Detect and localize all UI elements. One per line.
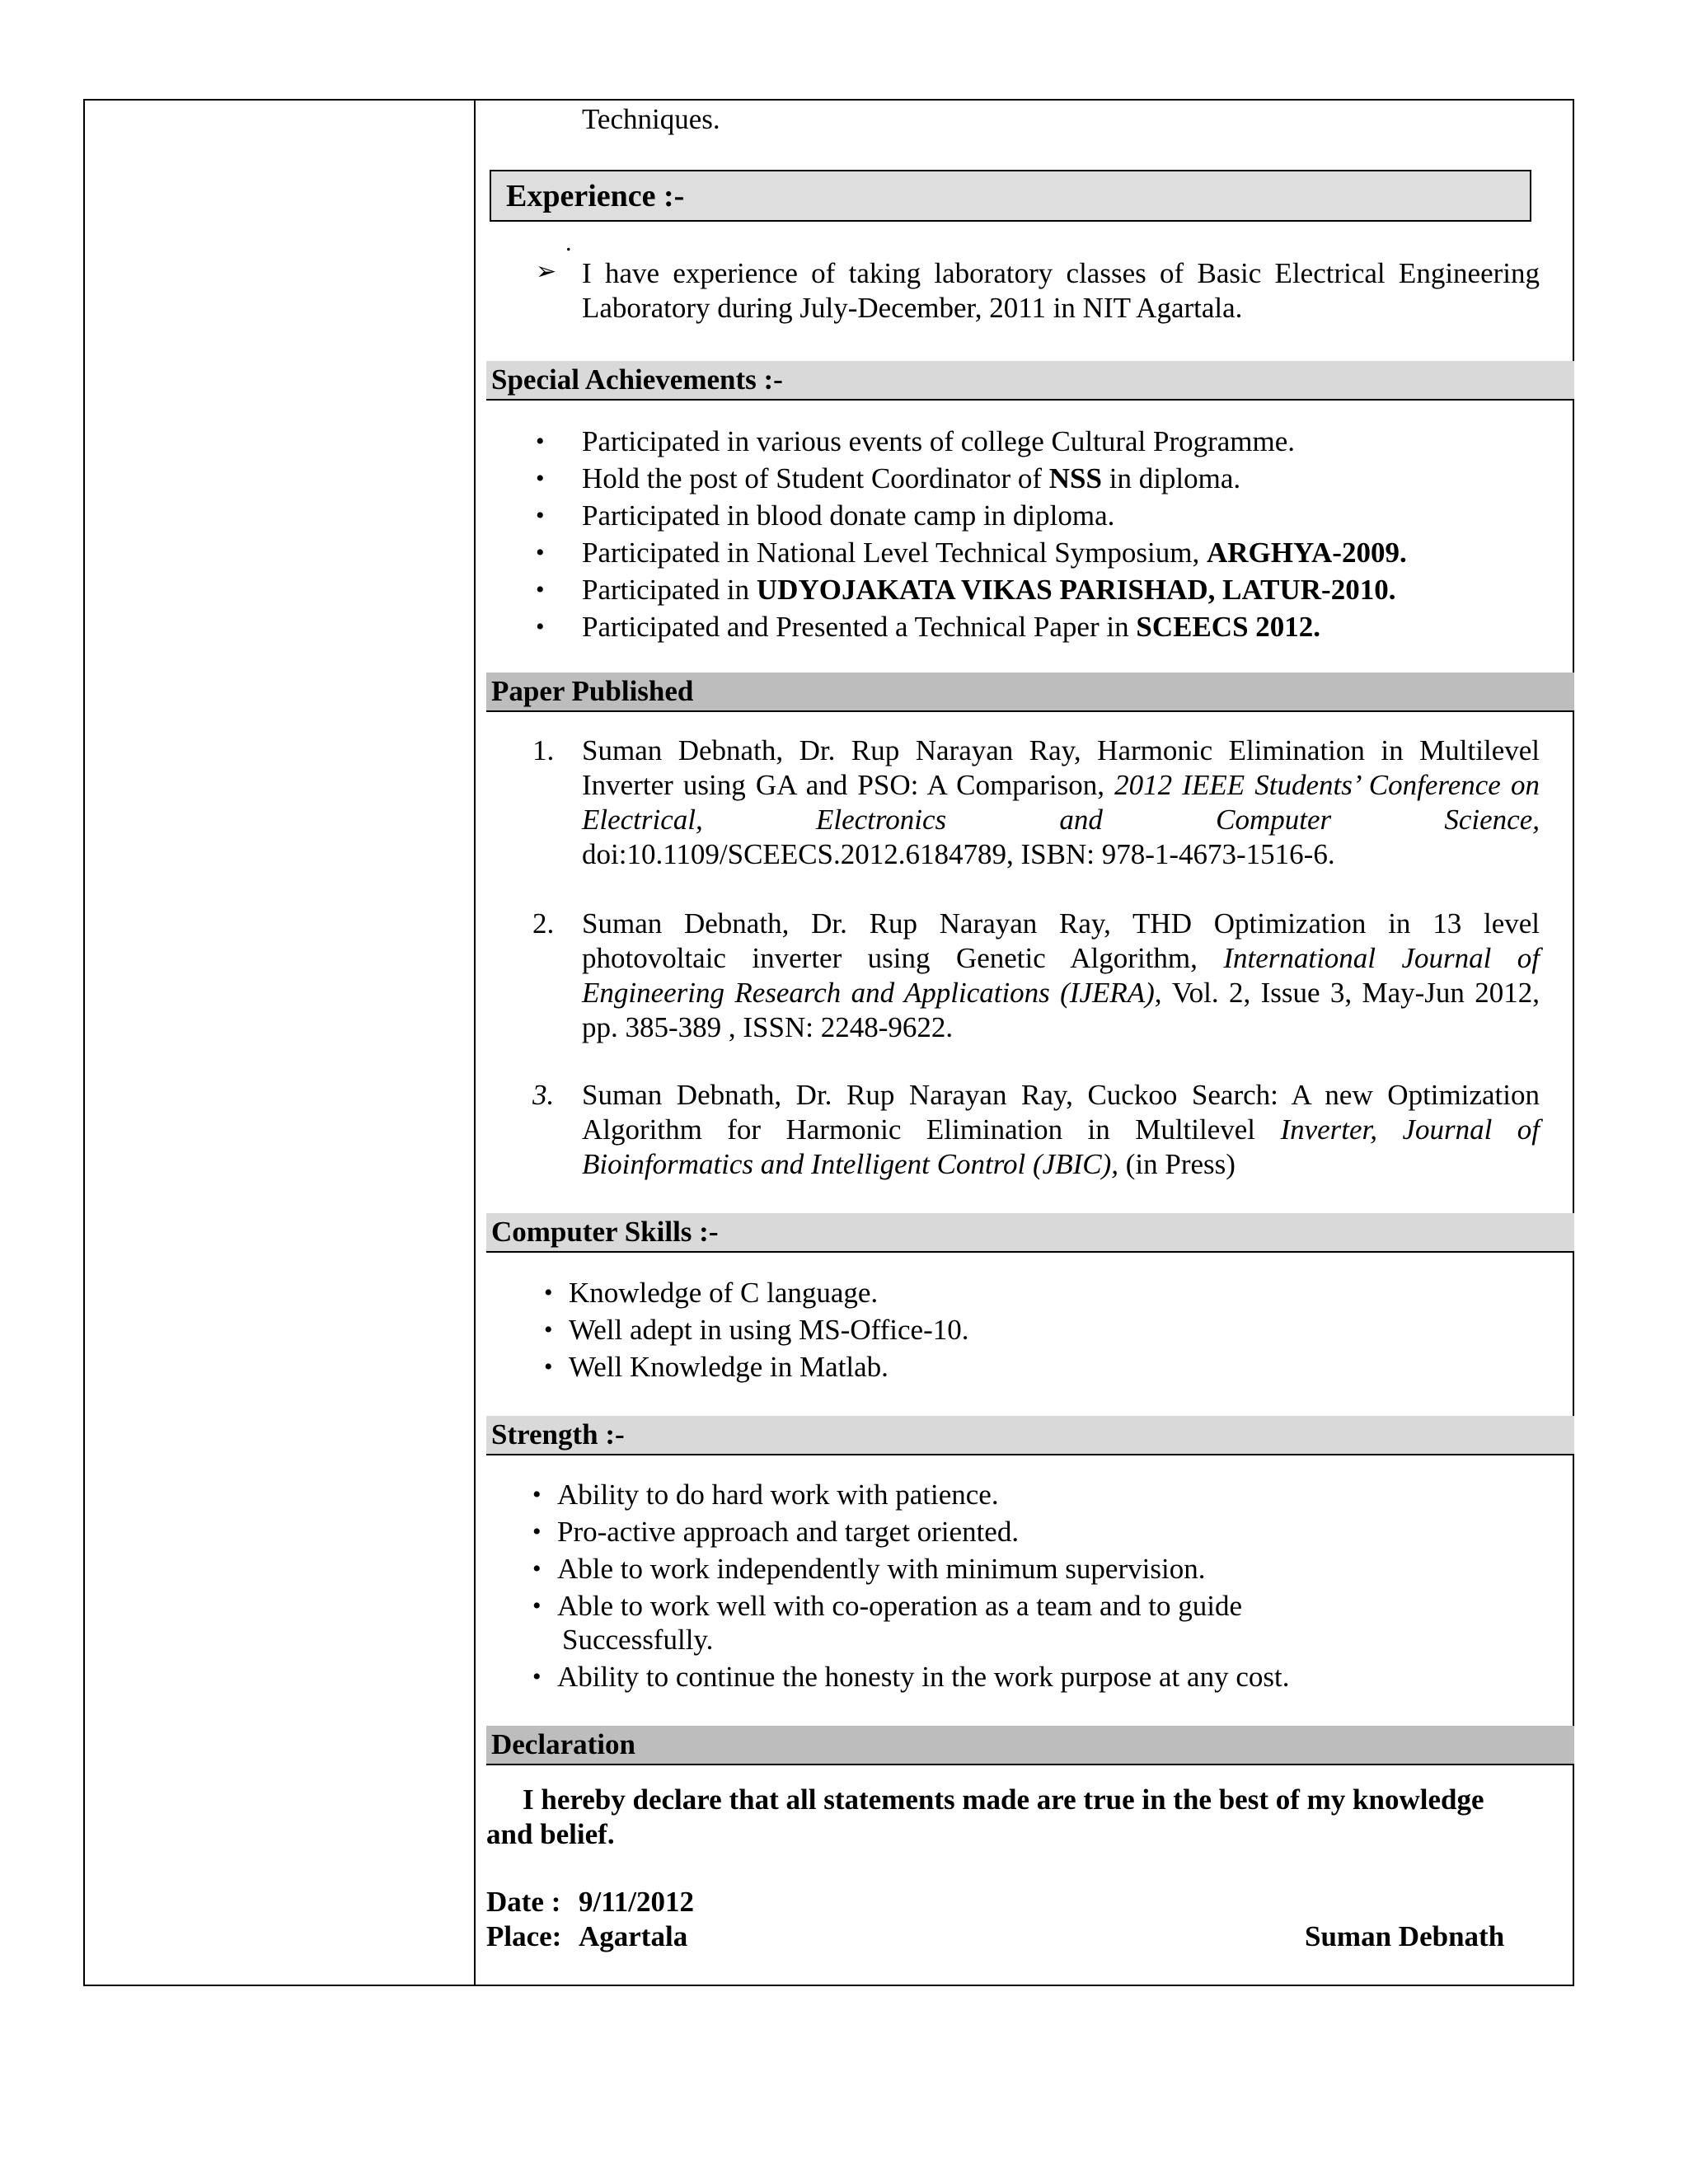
strength-item (532, 1658, 1505, 1695)
bullet-icon: • (532, 1518, 542, 1545)
strength-item (532, 1476, 1505, 1513)
strength-item (532, 1513, 1505, 1550)
paper-details: (in Press) (1125, 1148, 1236, 1180)
computer-skills-heading: Computer Skills :- (486, 1213, 1574, 1253)
experience-heading: Experience :- (506, 179, 685, 213)
achievement-emphasis: SCEECS 2012. (1136, 611, 1321, 643)
column-divider (474, 99, 476, 1986)
bullet-icon: • (536, 576, 545, 603)
paper-number: 1. (532, 734, 555, 766)
paper-venue: International Journal of Engineering Research and Applications (IJERA), (582, 942, 1540, 1009)
strength-item (557, 1621, 1505, 1658)
strength-text: Ability to do hard work with patience. (557, 1479, 999, 1511)
bullet-icon: • (536, 465, 545, 492)
achievement-item (536, 608, 1538, 645)
experience-text: I have experience of taking laboratory classes of Basic Electrical Engineering Laboratory during July-December, 2011 in NIT Agartala. (582, 257, 1540, 324)
strength-text: Able to work well with co-operation as a team and to guide (557, 1590, 1243, 1622)
strength-text: Able to work independently with minimum supervision. (557, 1553, 1206, 1585)
paper-number: 2. (532, 907, 555, 940)
achievement-text-tail: in diploma. (1101, 462, 1241, 494)
paper-details: doi:10.1109/SCEECS.2012.6184789, ISBN: 978-1-4673-1516-6. (582, 838, 1335, 870)
bullet-icon: • (544, 1279, 553, 1306)
achievement-text: Participated in National Level Technical Symposium, (582, 537, 1207, 569)
strength-heading: Strength :- (486, 1416, 1574, 1455)
paper-venue: Inverter, Journal of Bioinformatics and Intelligent Control (JBIC), (582, 1113, 1540, 1180)
achievement-emphasis: ARGHYA-2009. (1206, 537, 1407, 569)
declaration-statement-line1: I hereby declare that all statements made are true in the best of my knowledge (523, 1783, 1484, 1816)
bullet-icon: • (532, 1555, 542, 1582)
date-value: 9/11/2012 (579, 1886, 695, 1918)
bullet-icon: • (532, 1592, 542, 1619)
computer-skills-list (544, 1274, 1475, 1385)
achievement-item (536, 460, 1538, 497)
continued-line: Techniques. (582, 103, 720, 135)
signature-name: Suman Debnath (1305, 1920, 1505, 1952)
achievement-text: Participated in (582, 574, 757, 606)
bullet-icon: • (544, 1316, 553, 1343)
achievement-text: Participated in various events of college Cultural Programme. (582, 425, 1296, 457)
skill-item (544, 1348, 1475, 1385)
achievement-emphasis: NSS (1048, 462, 1102, 494)
achievement-text: Participated in blood donate camp in diploma. (582, 499, 1115, 532)
paper-citation (582, 733, 1540, 872)
achievements-list (536, 423, 1538, 645)
arrow-bullet-icon: ➢ (536, 258, 557, 285)
paper-authors-title: Suman Debnath, Dr. Rup Narayan Ray, Harmonic Elimination in Multilevel Inverter using GA and PSO: A Comparison, (582, 734, 1540, 801)
skill-text: Knowledge of C language. (569, 1277, 879, 1309)
special-achievements-heading: Special Achievements :- (486, 361, 1574, 401)
paper-venue: 2012 IEEE Students’ Conference on Electrical, Electronics and Computer Science, (582, 769, 1540, 836)
achievement-item (536, 423, 1538, 460)
paper-citation (582, 1078, 1540, 1182)
paper-details: Vol. 2, Issue 3, May-Jun 2012, pp. 385-389 , ISSN: 2248-9622. (582, 977, 1540, 1043)
date-label: Date : (486, 1886, 561, 1918)
paper-published-heading: Paper Published (486, 673, 1574, 712)
skill-text: Well adept in using MS-Office-10. (569, 1314, 969, 1346)
achievement-item (536, 534, 1538, 571)
bullet-icon: • (544, 1353, 553, 1380)
bullet-icon: • (536, 613, 545, 640)
stray-dot: . (565, 229, 572, 256)
bullet-icon: • (536, 428, 545, 455)
paper-authors-title: Suman Debnath, Dr. Rup Narayan Ray, THD Optimization in 13 level photovoltaic inverter using Genetic Algorithm, (582, 907, 1540, 974)
strength-item (532, 1587, 1505, 1624)
skill-item (544, 1311, 1475, 1348)
skill-text: Well Knowledge in Matlab. (569, 1351, 889, 1383)
achievement-item (536, 571, 1538, 608)
paper-authors-title: Suman Debnath, Dr. Rup Narayan Ray, Cuckoo Search: A new Optimization Algorithm for Harmonic Elimination in Multilevel (582, 1079, 1540, 1146)
declaration-statement-line2: and belief. (486, 1818, 615, 1850)
place-label: Place: (486, 1920, 562, 1952)
paper-citation (582, 907, 1540, 1045)
place-value: Agartala (579, 1920, 688, 1952)
achievement-text: Hold the post of Student Coordinator of (582, 462, 1049, 494)
strength-text: Successfully. (562, 1624, 714, 1656)
strength-item (532, 1550, 1505, 1587)
achievement-emphasis: UDYOJAKATA VIKAS PARISHAD, LATUR-2010. (756, 574, 1396, 606)
strength-text: Pro-active approach and target oriented. (557, 1516, 1020, 1548)
strength-text: Ability to continue the honesty in the work purpose at any cost. (557, 1661, 1290, 1693)
achievement-item (536, 497, 1538, 534)
skill-item (544, 1274, 1475, 1311)
achievement-text: Participated and Presented a Technical Paper in (582, 611, 1137, 643)
bullet-icon: • (532, 1481, 542, 1508)
strength-list (532, 1476, 1505, 1695)
experience-heading-box (490, 170, 1531, 222)
bullet-icon: • (536, 539, 545, 566)
paper-number: 3. (532, 1079, 555, 1111)
bullet-icon: • (536, 502, 545, 529)
declaration-heading: Declaration (486, 1726, 1574, 1765)
bullet-icon: • (532, 1663, 542, 1690)
